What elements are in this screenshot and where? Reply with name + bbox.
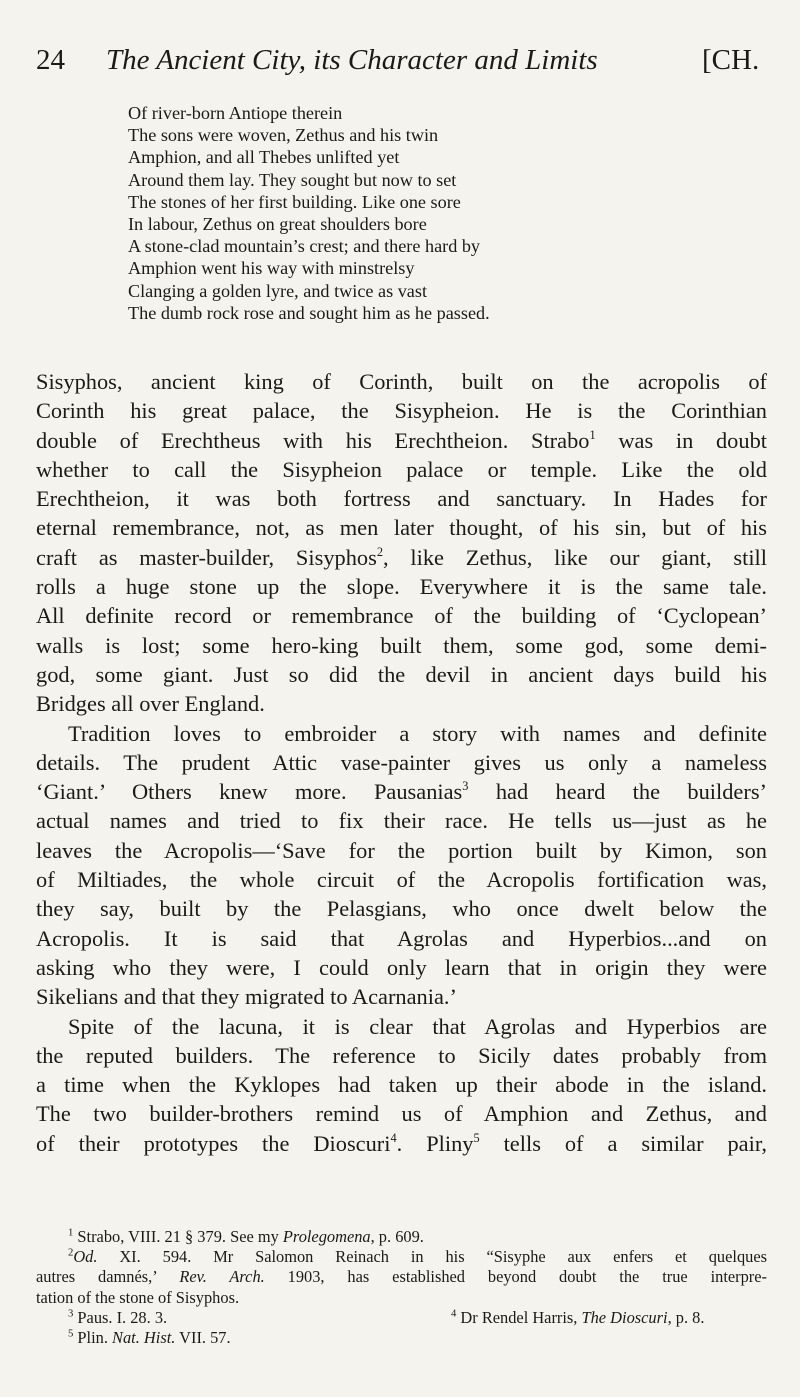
text-line — [36, 601, 767, 630]
text-run: Erechtheion, it was both fortress and sanctuary. In Hades for — [36, 486, 767, 512]
book-title: Nat. Hist. — [112, 1327, 176, 1347]
text-line — [36, 806, 767, 835]
footnote-mark: 5 — [68, 1328, 74, 1340]
text-run: ‘Giant.’ Others knew more. Pausanias — [36, 779, 463, 805]
book-title: Prolegomena — [282, 1227, 371, 1246]
text-line — [36, 396, 767, 425]
text-line — [36, 689, 767, 718]
text-line — [36, 1129, 767, 1158]
verse-line: The stones of her first building. Like one sore — [128, 191, 461, 212]
text-run: The two builder-brothers remind us of Amphion and Zethus, and — [36, 1101, 767, 1127]
text-line — [36, 894, 767, 923]
text-run: Sikelians and that they migrated to Acarnania.’ — [36, 984, 457, 1010]
footnote-reference: 4 — [390, 1130, 397, 1145]
text-run: a time when the Kyklopes had taken up their abode in the island. — [36, 1072, 767, 1098]
text-line — [36, 982, 767, 1011]
verse-line: Amphion went his way with minstrelsy — [128, 258, 415, 279]
text-line — [36, 543, 767, 572]
footnote-mark: 3 — [68, 1308, 74, 1320]
text-run: had heard the builders’ — [468, 779, 767, 805]
chapter-marker: [CH. — [702, 44, 760, 76]
verse-line: Around them lay. They sought but now to set — [128, 169, 457, 190]
text-line — [36, 719, 767, 748]
verse-line: The sons were woven, Zethus and his twin — [128, 125, 439, 146]
text-line — [36, 572, 767, 601]
text-run: rolls a huge stone up the slope. Everywhere it is the same tale. — [36, 574, 767, 600]
text-line — [36, 1099, 767, 1128]
footnote-4: $^4$ Dr Rendel Harris, The Dioscuri, p. 8. — [451, 1307, 705, 1327]
footnote-2-line-2: autres damnés,’ Rev. Arch. 1903, has established beyond doubt the true interpre- — [36, 1267, 768, 1287]
text-run: tells of a similar pair, — [479, 1130, 767, 1156]
verse-line: Amphion, and all Thebes unlifted yet — [128, 147, 400, 168]
text-line — [36, 513, 767, 542]
text-run: Corinth his great palace, the Sisypheion. He is the Corinthian — [36, 398, 767, 424]
footnotes — [36, 1227, 767, 1348]
footnote-mark: 2 — [68, 1247, 74, 1259]
text-run: double of Erechtheus with his Erechtheion. Strabo — [36, 427, 590, 453]
footnote-reference: 3 — [462, 778, 469, 793]
footnote-reference: 2 — [376, 544, 383, 559]
text-line — [36, 1041, 767, 1070]
text-run: . Pliny — [396, 1130, 474, 1156]
footnote-2-line-1: $^2$Od. XI. 594. Mr Salomon Reinach in his “Sisyphe aux enfers et quelques — [68, 1247, 767, 1267]
verse-line: A stone-clad mountain’s crest; and there hard by — [128, 236, 481, 257]
text-line — [36, 631, 767, 660]
journal-title: Rev. Arch. — [179, 1267, 265, 1287]
text-run: details. The prudent Attic vase-painter gives us only a nameless — [36, 749, 767, 775]
page-header — [36, 40, 766, 80]
text-run: Tradition loves to embroider a story with names and definite — [68, 720, 767, 746]
text-run: whether to call the Sisypheion palace or temple. Like the old — [36, 456, 767, 482]
text-line — [36, 748, 767, 777]
body-text — [36, 367, 767, 1158]
text-run: leaves the Acropolis—‘Save for the portion built by Kimon, son — [36, 837, 767, 863]
footnote-3: $^3$ Paus. I. 28. 3. — [68, 1307, 168, 1327]
text-run: of Miltiades, the whole circuit of the Acropolis fortification was, — [36, 867, 767, 893]
text-run: Sisyphos, ancient king of Corinth, built on the acropolis of — [36, 369, 767, 394]
footnote-2-line-3: tation of the stone of Sisyphos. — [36, 1287, 240, 1307]
text-run: actual names and tried to fix their race. He tells us—just as he — [36, 808, 767, 834]
footnote-5: $^5$ Plin. Nat. Hist. VII. 57. — [68, 1327, 231, 1347]
text-run: craft as master-builder, Sisyphos — [36, 544, 377, 570]
verse-quotation — [128, 102, 768, 324]
text-run: of their prototypes the Dioscuri — [36, 1130, 391, 1156]
text-line — [36, 426, 767, 455]
text-line — [36, 1070, 767, 1099]
text-line — [36, 865, 767, 894]
footnote-reference: 5 — [473, 1130, 480, 1145]
footnote-row-3-4 — [36, 1308, 767, 1328]
footnote-mark: 4 — [451, 1308, 457, 1320]
text-run: asking who they were, I could only learn that in origin they were — [36, 954, 767, 980]
text-run: All definite record or remembrance of the building of ‘Cyclopean’ — [36, 603, 767, 629]
page-number: 24 — [36, 44, 65, 76]
text-run: Bridges all over England. — [36, 691, 265, 717]
text-line — [36, 777, 767, 806]
verse-line: Clanging a golden lyre, and twice as vast — [128, 280, 428, 301]
text-line — [36, 660, 767, 689]
text-run: the reputed builders. The reference to Sicily dates probably from — [36, 1042, 767, 1068]
text-line — [36, 953, 767, 982]
running-title: The Ancient City, its Character and Limits — [106, 44, 598, 76]
footnote-1: $^1$ Strabo, VIII. 21 § 379. See my Prolegomena, p. 609. — [68, 1227, 424, 1246]
footnote-reference: 1 — [589, 427, 596, 442]
text-run: Acropolis. It is said that Agrolas and Hyperbios...and on — [36, 925, 767, 951]
text-run: god, some giant. Just so did the devil in ancient days build his — [36, 661, 767, 687]
text-run: , like Zethus, like our giant, still — [382, 544, 768, 570]
text-line — [36, 1012, 767, 1041]
text-line — [36, 484, 767, 513]
verse-line: In labour, Zethus on great shoulders bore — [128, 213, 427, 234]
text-line — [36, 455, 767, 484]
text-run: was in doubt — [595, 427, 767, 453]
text-run: walls is lost; some hero-king built them, some god, some demi- — [36, 632, 767, 658]
text-line — [36, 836, 767, 865]
text-run: Spite of the lacuna, it is clear that Agrolas and Hyperbios are — [68, 1013, 767, 1039]
book-title: The Dioscuri — [581, 1307, 668, 1327]
text-run: they say, built by the Pelasgians, who once dwelt below the — [36, 896, 767, 922]
text-line — [36, 924, 767, 953]
text-line — [36, 367, 767, 396]
footnote-mark: 1 — [68, 1227, 74, 1239]
verse-line: Of river-born Antiope therein — [128, 103, 343, 123]
text-run: eternal remembrance, not, as men later thought, of his sin, but of his — [36, 515, 767, 541]
verse-line: The dumb rock rose and sought him as he passed. — [128, 302, 490, 323]
